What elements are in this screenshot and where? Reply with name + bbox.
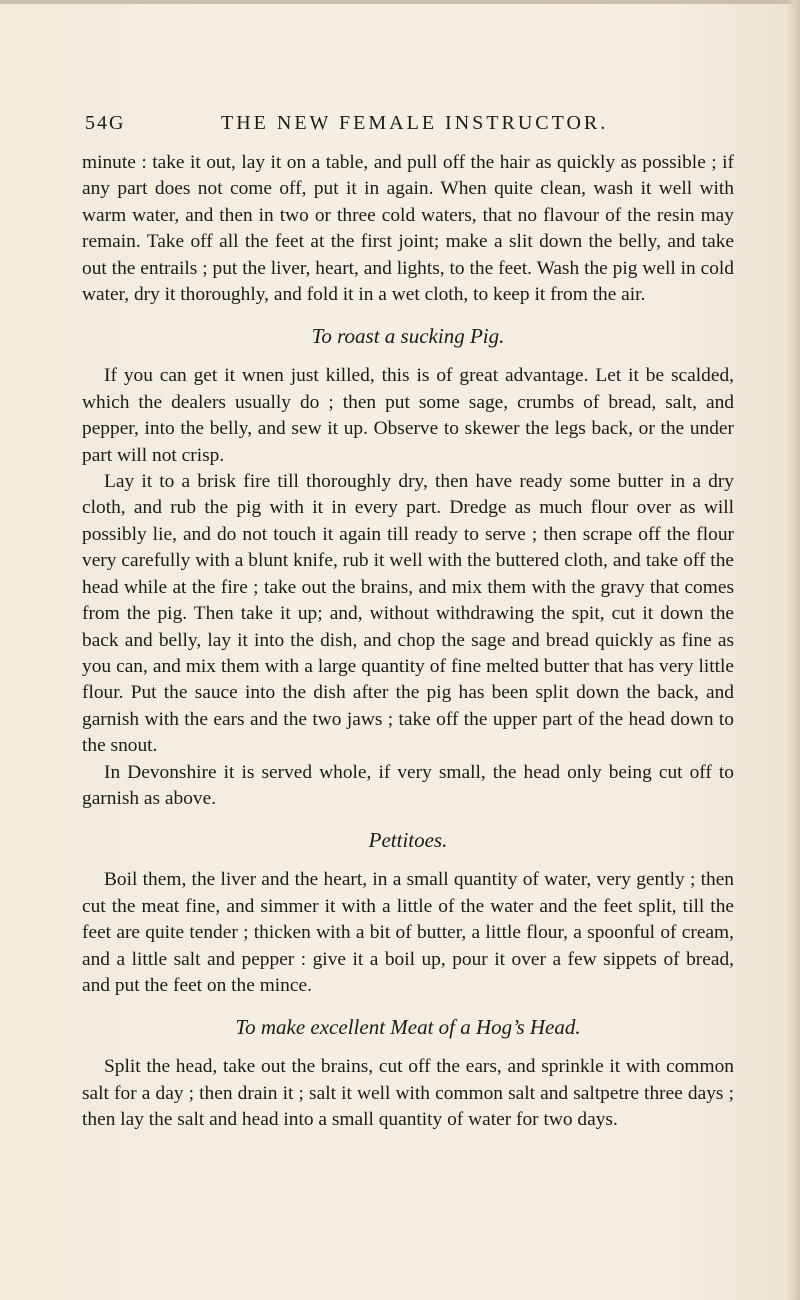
paragraph-intro: minute : take it out, lay it on a table, and pull off the hair as quickly as possible ; if any part does not come off, put it in again. When quite clean, wash it well with warm water, and then in two or three cold waters, that no flavour of the resin may remain. Take off all the feet at the first joint; make a slit down the belly, and take out the entrails ; put the liver, heart, and lights, to the feet. Wash the pig well in cold water, dry it thoroughly, and fold it in a wet cloth, to keep it from the air.: [82, 152, 734, 306]
heading-pettitoes: Pettitoes.: [368, 828, 448, 853]
heading-hogs-head: To make excellent Meat of a Hog’s Head.: [235, 1015, 581, 1040]
paragraph-pig-3: In Devonshire it is served whole, if very small, the head only being cut off to garnish as above.: [82, 761, 734, 809]
heading-roast-sucking-pig: To roast a sucking Pig.: [311, 324, 505, 349]
page-header: [85, 112, 665, 140]
paragraph-pig-2: Lay it to a brisk fire till thoroughly dry, then have ready some butter in a dry cloth, and rub the pig with it in every part. Dredge as much flour over as will possibly lie, and do not touch it again till ready to serve ; then scrape off the flour very carefully with a blunt knife, rub it well with the buttered cloth, and take off the head while at the fire ; take out the brains, and mix them with the gravy that comes from the pig. Then take it up; and, without withdrawing the spit, cut it down the back and belly, lay it into the dish, and chop the sage and bread quickly as fine as you can, and mix them with a large quantity of fine melted butter that has very little flour. Put the sauce into the dish after the pig has been split down the back, and garnish with the ears and the two jaws ; take off the upper part of the head down to the snout.: [82, 471, 734, 757]
running-head: THE NEW FEMALE INSTRUCTOR.: [221, 112, 609, 134]
page-top-edge: [0, 0, 800, 4]
body-text: [82, 150, 734, 1134]
page-number: 54G: [85, 112, 126, 134]
paragraph-pig-1: If you can get it wnen just killed, this is of great advantage. Let it be scalded, which the dealers usually do ; then put some sage, crumbs of bread, salt, and pepper, into the belly, and sew it up. Observe to skewer the legs back, or the under part will not crisp.: [82, 365, 734, 466]
page-right-edge: [786, 0, 800, 1300]
paragraph-pettitoes: Boil them, the liver and the heart, in a small quantity of water, very gently ; then cut the meat fine, and simmer it with a little of the water and the feet split, till the feet are quite tender ; thicken with a bit of butter, a little flour, a spoonful of cream, and a little salt and pepper : give it a boil up, pour it over a few sippets of bread, and put the feet on the mince.: [82, 869, 734, 996]
paragraph-hogs-head: Split the head, take out the brains, cut off the ears, and sprinkle it with common salt for a day ; then drain it ; salt it well with common salt and saltpetre three days ; then lay the salt and head into a small quantity of water for two days.: [82, 1056, 734, 1131]
